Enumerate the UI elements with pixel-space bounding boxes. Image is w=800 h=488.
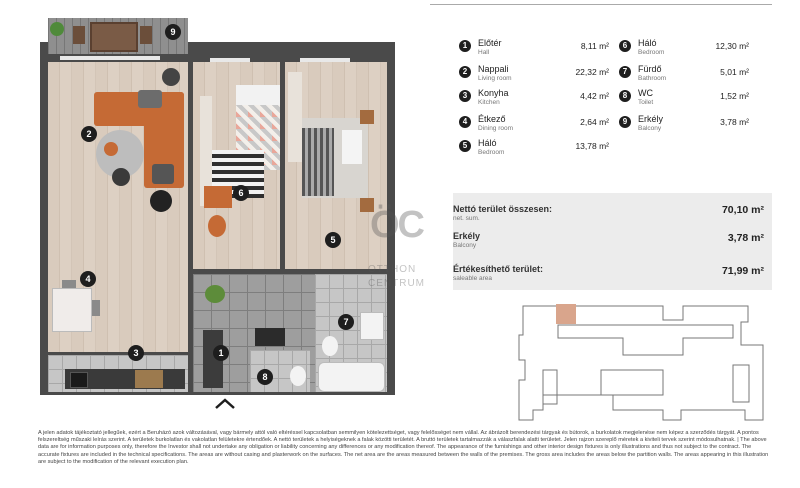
plant-pot [112, 168, 130, 186]
legend-name: Konyha [478, 88, 509, 98]
top-rule [430, 4, 772, 5]
saleable-area-sub: saleable area [453, 275, 493, 282]
room-marker-6: 6 [233, 185, 249, 201]
cutting-board [135, 370, 163, 388]
legend-item [459, 38, 609, 64]
legend-area: 12,30 m² [715, 41, 749, 51]
legend-number: 8 [619, 90, 631, 102]
console-table [255, 328, 285, 346]
dining-chair [92, 300, 100, 316]
legend-item [619, 38, 749, 64]
legend-name: Háló [638, 38, 657, 48]
balcony-sub: Balcony [453, 242, 477, 249]
room-marker-5: 5 [325, 232, 341, 248]
legend-item [459, 88, 609, 114]
legend-area: 3,78 m² [720, 117, 749, 127]
pouf [208, 215, 226, 237]
legend-area: 22,32 m² [575, 67, 609, 77]
window [60, 56, 160, 60]
summary-inner [453, 193, 772, 290]
legend-item [459, 64, 609, 90]
floor-plan [40, 0, 415, 402]
legend-number: 3 [459, 90, 471, 102]
room-marker-4: 4 [80, 271, 96, 287]
plant [205, 285, 225, 303]
legend-sub: Hall [478, 49, 490, 56]
bathtub [318, 362, 385, 392]
washbasin [360, 312, 384, 340]
legend-sub: Balcony [638, 125, 662, 132]
floor-lamp [150, 190, 172, 212]
watermark-line2: CENTRUM [368, 278, 425, 289]
pillow [236, 85, 280, 105]
balcony-plant [50, 22, 64, 36]
legend-number: 1 [459, 40, 471, 52]
room-marker-1: 1 [213, 345, 229, 361]
balcony-table [90, 22, 138, 52]
legend-sub: Bedroom [478, 149, 505, 156]
legend-sub: Bedroom [638, 49, 665, 56]
watermark [362, 198, 432, 298]
legend-name: WC [638, 88, 653, 98]
legend-area: 1,52 m² [720, 91, 749, 101]
desk-chair [204, 186, 232, 208]
room-marker-2: 2 [81, 126, 97, 142]
dining-table [52, 288, 92, 332]
legend-area: 4,42 m² [580, 91, 609, 101]
legend-area: 8,11 m² [580, 41, 609, 51]
net-area-sub: net. sum. [453, 215, 480, 222]
key-plan-highlight [556, 304, 576, 324]
room-legend [459, 38, 769, 158]
legend-area: 2,64 m² [580, 117, 609, 127]
saleable-area-value: 71,99 m² [721, 265, 764, 277]
legend-name: Fürdő [638, 64, 662, 74]
cushion [152, 164, 174, 184]
window [210, 58, 250, 62]
area-summary [453, 193, 772, 290]
legend-number: 6 [619, 40, 631, 52]
legend-item [619, 114, 749, 140]
legend-item [459, 138, 609, 164]
cushion [138, 90, 162, 108]
pillow [342, 130, 362, 164]
nightstand [360, 110, 374, 124]
saleable-area-label: Értékesíthető terület: [453, 264, 544, 274]
legend-name: Nappali [478, 64, 509, 74]
legend-name: Háló [478, 138, 497, 148]
room-marker-8: 8 [257, 369, 273, 385]
room-marker-3: 3 [128, 345, 144, 361]
net-area-label: Nettó terület összesen: [453, 204, 553, 214]
room-marker-9: 9 [165, 24, 181, 40]
dining-chair [62, 280, 76, 288]
legend-area: 5,01 m² [720, 67, 749, 77]
legend-item [619, 64, 749, 90]
legend-number: 9 [619, 116, 631, 128]
legend-name: Étkező [478, 114, 506, 124]
balcony-value: 3,78 m² [727, 232, 764, 244]
legend-number: 7 [619, 66, 631, 78]
legend-number: 4 [459, 116, 471, 128]
balcony-chair [140, 26, 152, 44]
key-plan [513, 300, 773, 425]
legend-item [459, 114, 609, 140]
watermark-line1: OTTHON [368, 264, 417, 275]
disclaimer-text: A jelen adatok tájékoztató jellegűek, ezért a Beruházó azok változásával, vagy bármely attól való eltéréssel kapcsolatban semmilyen kötelezettséget, vagy felelősséget nem vállal. Az ábrázolt berendezési tárgyak és bútorok, a burkolatok megjelenése nem képez a szerződés tárgyát. A pontos felszereltség műszaki leírás szerint. A területek burkolatlan és vakolatlan felületekre értendőek. A nettó területek a helyiségeknek a falak közötti területét. A bruttó területek tartalmazzák a válaszfalak alatti területet. Jelen rajzon szereplő méretek a kiviteli tervek szerint módosulhatnak. | The above data are for information purposes only, therefore the Investor shall not undertake any obligation or liability concerning any differences or any modification thereof. The appearance of the furnishings and other interior design fixtures is only illustrations and thus not subject to the contract. The accurate fixtures are included in the technical specifications. The areas are without casing and plasterwork on the surfaces. The net area are the areas measured between the walls of the premises. The gross area includes the areas below the partition walls. The areas appearing in this illustration are subject to the modification of the relevant execution plan. [38, 430, 769, 465]
legend-area: 13,78 m² [575, 141, 609, 151]
window [300, 58, 350, 62]
balcony-chair [73, 26, 85, 44]
chevron-up-icon [212, 396, 238, 412]
armchair [162, 68, 180, 86]
room-marker-7: 7 [338, 314, 354, 330]
balcony-label: Erkély [453, 231, 481, 241]
legend-sub: Kitchen [478, 99, 500, 106]
wardrobe [288, 72, 302, 162]
bath-toilet [322, 336, 338, 356]
bed-throw [302, 128, 334, 196]
legend-sub: Toilet [638, 99, 654, 106]
stove [70, 372, 88, 388]
legend-sub: Dining room [478, 125, 514, 132]
net-area-value: 70,10 m² [721, 204, 764, 216]
legend-sub: Bathroom [638, 75, 667, 82]
side-table [104, 142, 118, 156]
legend-name: Erkély [638, 114, 664, 124]
legend-name: Előtér [478, 38, 502, 48]
watermark-logo: ÖC [370, 204, 423, 246]
key-plan-drawing [513, 300, 773, 425]
wc-toilet [290, 366, 306, 386]
legend-number: 5 [459, 140, 471, 152]
legend-number: 2 [459, 66, 471, 78]
legend-item [619, 88, 749, 114]
legend-sub: Living room [478, 75, 512, 82]
